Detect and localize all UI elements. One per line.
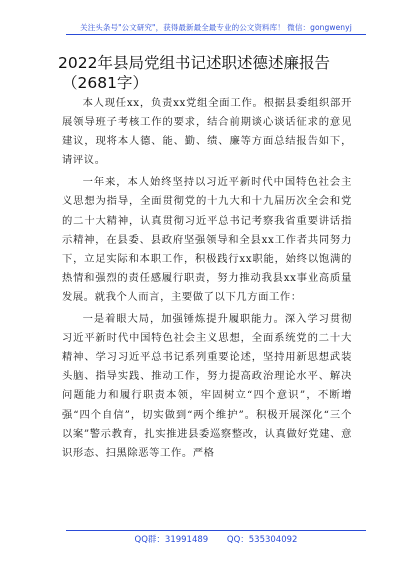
footer-qq: QQ：535304092 bbox=[226, 535, 298, 545]
paragraph-3: 一是着眼大局，加强锤炼提升履职能力。深入学习贯彻习近平新时代中国特色社会主义思想，全面系统党的二十大精神、学习习近平总书记系列重要论述，坚持用新思想武装头脑、指导实践、推动工作，努力提高政治理论水平、解决问题能力和履行职责本领，牢固树立“四个意识”，不断增强“四个自信”，切实做到“两个维护”。积极开展深化“三个以案”警示教育，扎实推进县委巡察整改，认真做好党建、意识形态、扫黑除恶等工作。严格 bbox=[62, 313, 352, 459]
footer-qq-group: QQ群：31991489 bbox=[134, 535, 209, 545]
footer-contact bbox=[66, 533, 366, 545]
title-line-2: （2681字） bbox=[62, 74, 148, 92]
header-promo-text: 关注头条号"公文研究"，获得最新最全最专业的公文资料库！ 微信：gongwenyj bbox=[80, 23, 352, 32]
paragraph-1: 本人现任xx，负责xx党组全面工作。根据县委组织部开展领导班子考核工作的要求，结合前期谈心谈话征求的意见建议，现将本人德、能、勤、绩、廉等方面总结报告如下，请评议。 bbox=[62, 97, 352, 167]
footer-divider bbox=[66, 530, 366, 531]
header-divider bbox=[66, 34, 366, 35]
document-body bbox=[62, 94, 352, 466]
document-title bbox=[58, 53, 358, 93]
title-line-1: 2022年县局党组书记述职述德述廉报告 bbox=[58, 54, 330, 72]
paragraph-2: 一年来，本人始终坚持以习近平新时代中国特色社会主义思想为指导，全面贯彻党的十九大和十九届历次全会和党的二十大精神，认真贯彻习近平总书记考察我省重要讲话指示精神，在县委、县政府坚强领导和全县xx工作者共同努力下，立足实际和本职工作，积极践行xx职能，始终以饱满的热情和强烈的责任感履行职责，努力推动我县xx事业高质量发展。就我个人而言，主要做了以下几方面工作： bbox=[62, 176, 352, 303]
